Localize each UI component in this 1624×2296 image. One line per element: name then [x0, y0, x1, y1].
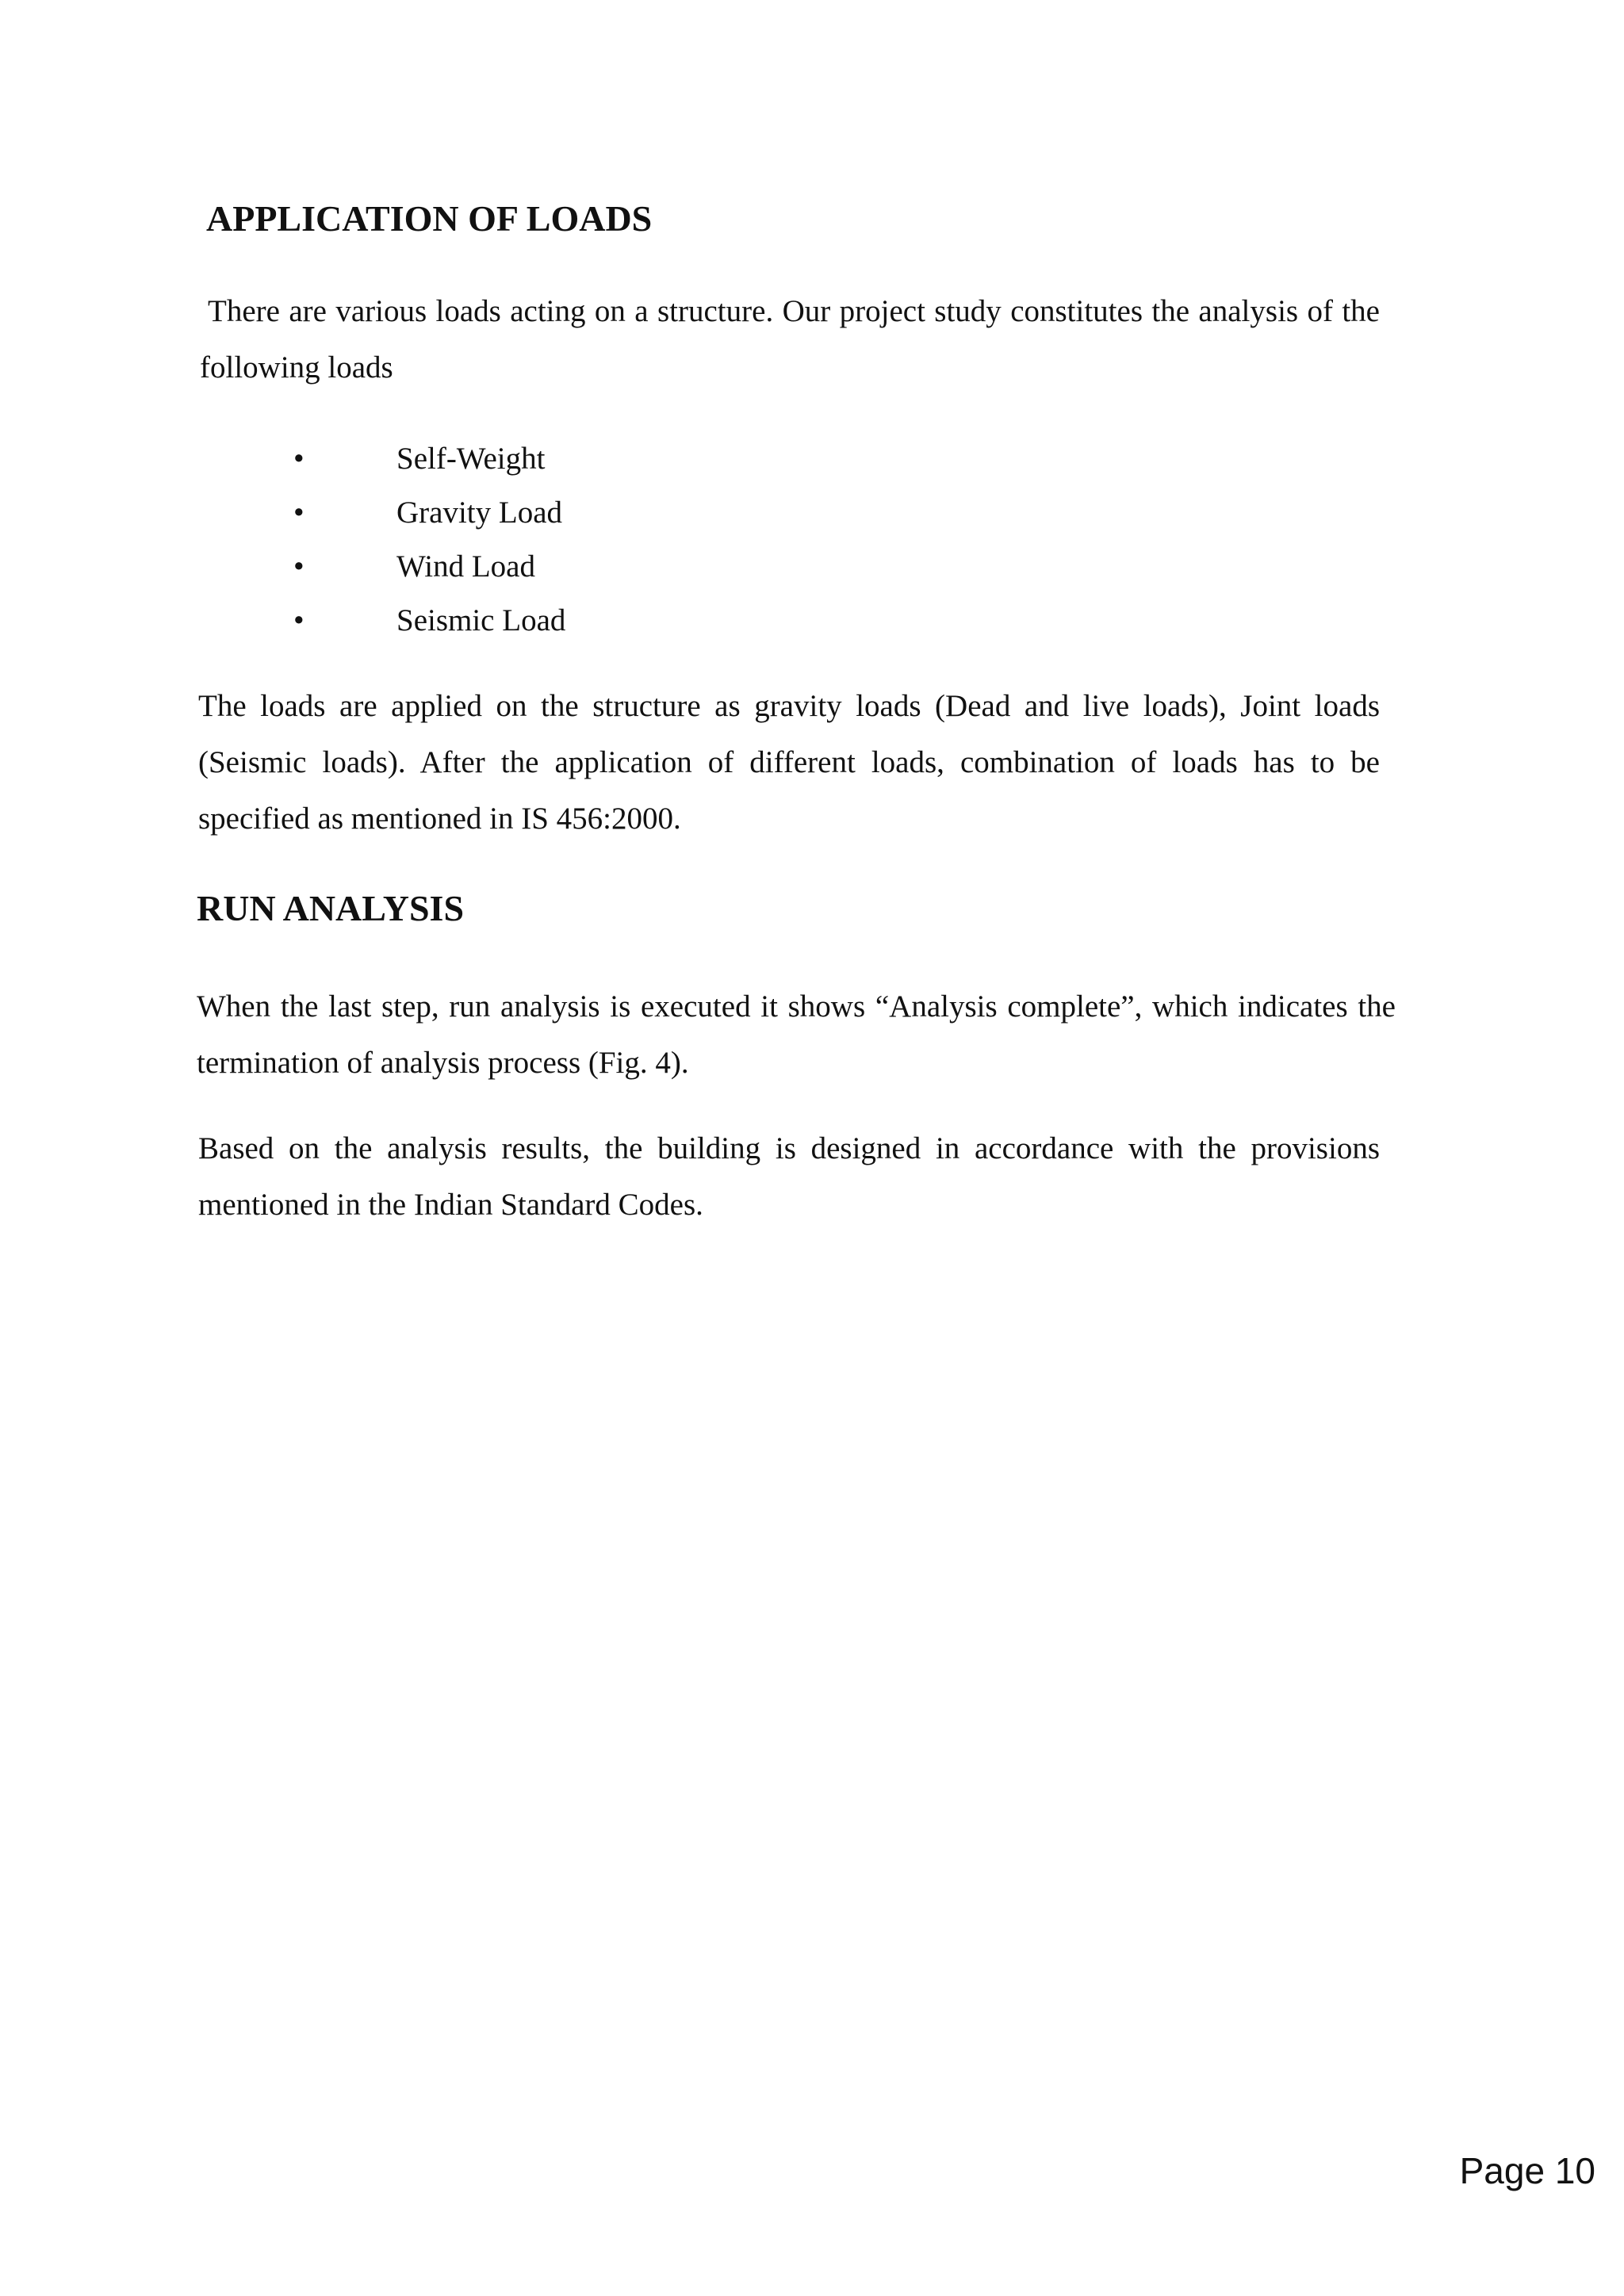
intro-paragraph: There are various loads acting on a structure. Our project study constitutes the analysis of the following loads	[200, 294, 1380, 385]
bullet-icon: •	[293, 603, 304, 637]
bullet-icon: •	[293, 549, 304, 584]
list-item-label: Gravity Load	[396, 496, 563, 530]
list-item-label: Seismic Load	[396, 603, 566, 637]
design-paragraph: Based on the analysis results, the building is designed in accordance with the provisions mentioned in the Indian Standard Codes.	[198, 1131, 1380, 1222]
run-analysis-paragraph: When the last step, run analysis is executed it shows “Analysis complete”, which indicates the termination of analysis process (Fig. 4).	[197, 989, 1396, 1080]
bullet-icon: •	[293, 496, 304, 530]
section-heading-run-analysis: RUN ANALYSIS	[197, 888, 465, 928]
page-number: Page 10	[1459, 2150, 1595, 2191]
section-heading-application-of-loads: APPLICATION OF LOADS	[206, 198, 653, 239]
list-item-label: Wind Load	[396, 549, 535, 584]
loads-applied-paragraph: The loads are applied on the structure as gravity loads (Dead and live loads), Joint loads (Seismic loads). After the application of different loads, combination of loads has to be specified as mentioned in IS 456:2000.	[198, 689, 1380, 836]
bullet-icon: •	[293, 442, 304, 476]
list-item-label: Self-Weight	[396, 442, 546, 476]
